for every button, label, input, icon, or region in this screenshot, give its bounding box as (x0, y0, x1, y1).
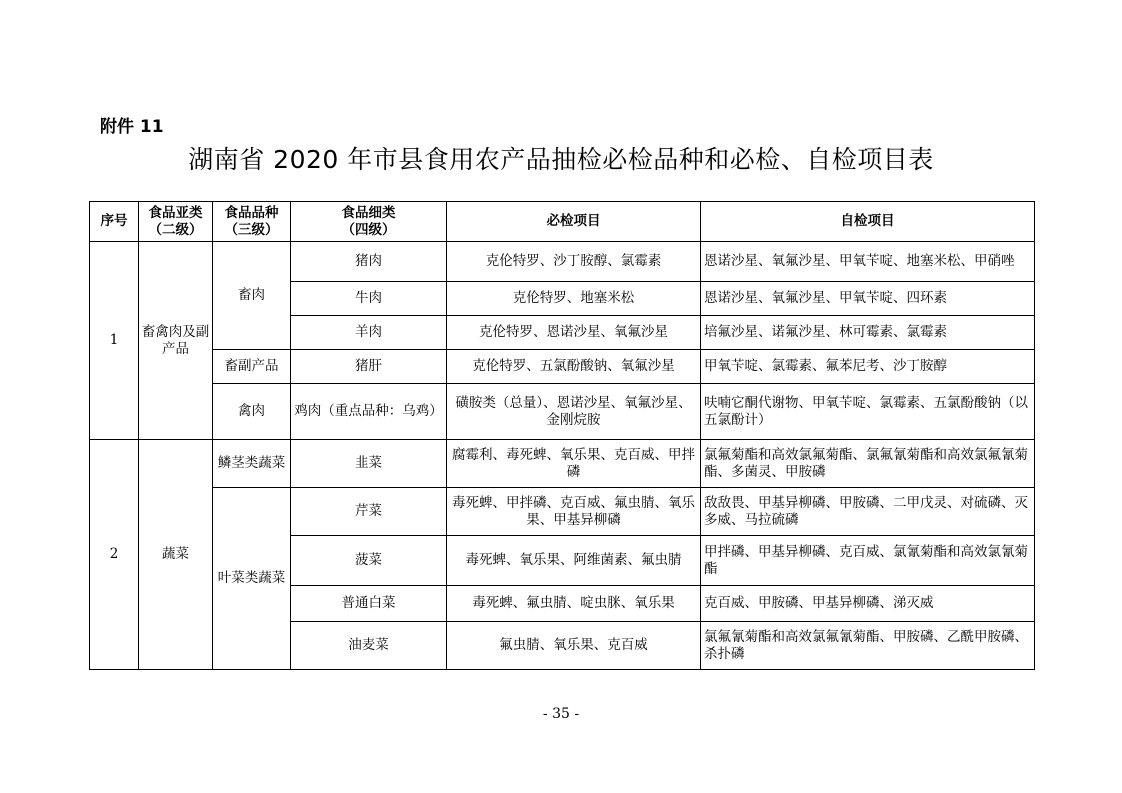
required-cell: 克伦特罗、地塞米松 (447, 282, 701, 316)
required-cell: 毒死蜱、甲拌磷、克百威、氟虫腈、氧乐果、甲基异柳磷 (447, 488, 701, 536)
header-subcategory (139, 202, 213, 242)
required-cell: 克伦特罗、恩诺沙星、氧氟沙星 (447, 316, 701, 350)
header-variety-line1: 食品品种 (224, 204, 279, 221)
fine-cell: 鸡肉（重点品种：乌鸡） (291, 384, 447, 440)
header-fine (291, 202, 447, 242)
variety-cell: 畜副产品 (213, 350, 291, 384)
fine-cell: 菠菜 (291, 536, 447, 586)
self-cell: 甲拌磷、甲基异柳磷、克百威、氯氰菊酯和高效氯氰菊酯 (701, 536, 1035, 586)
fine-cell: 羊肉 (291, 316, 447, 350)
header-subcategory-line1: 食品亚类 (148, 204, 203, 221)
variety-cell: 鳞茎类蔬菜 (213, 440, 291, 488)
fine-cell: 芹菜 (291, 488, 447, 536)
fine-cell: 猪肝 (291, 350, 447, 384)
header-subcategory-line2: （二级） (148, 221, 203, 238)
header-self: 自检项目 (701, 202, 1035, 242)
required-cell: 毒死蜱、氧乐果、阿维菌素、氟虫腈 (447, 536, 701, 586)
variety-cell: 畜肉 (213, 242, 291, 350)
self-cell: 呋喃它酮代谢物、甲氧苄啶、氯霉素、五氯酚酸钠（以五氯酚计） (701, 384, 1035, 440)
inspection-table (89, 201, 1035, 670)
header-row (90, 202, 1035, 242)
header-fine-line1: 食品细类 (341, 204, 396, 221)
page-title: 湖南省 2020 年市县食用农产品抽检必检品种和必检、自检项目表 (188, 145, 934, 174)
table-row (90, 242, 1035, 282)
header-fine-line2: （四级） (341, 221, 396, 238)
table-row (90, 488, 1035, 536)
self-cell: 培氟沙星、诺氟沙星、林可霉素、氯霉素 (701, 316, 1035, 350)
self-cell: 敌敌畏、甲基异柳磷、甲胺磷、二甲戊灵、对硫磷、灭多威、马拉硫磷 (701, 488, 1035, 536)
required-cell: 氟虫腈、氧乐果、克百威 (447, 622, 701, 670)
self-cell: 氯氟氰菊酯和高效氯氟氰菊酯、甲胺磷、乙酰甲胺磷、杀扑磷 (701, 622, 1035, 670)
fine-cell: 油麦菜 (291, 622, 447, 670)
fine-cell: 猪肉 (291, 242, 447, 282)
self-cell: 克百威、甲胺磷、甲基异柳磷、涕灭威 (701, 586, 1035, 622)
header-variety (213, 202, 291, 242)
self-cell: 甲氧苄啶、氯霉素、氟苯尼考、沙丁胺醇 (701, 350, 1035, 384)
variety-cell: 叶菜类蔬菜 (213, 488, 291, 670)
fine-cell: 韭菜 (291, 440, 447, 488)
table-row (90, 440, 1035, 488)
variety-cell: 禽肉 (213, 384, 291, 440)
page-number: - 35 - (542, 706, 580, 722)
required-cell: 磺胺类（总量）、恩诺沙星、氧氟沙星、金刚烷胺 (447, 384, 701, 440)
required-cell: 克伦特罗、五氯酚酸钠、氧氟沙星 (447, 350, 701, 384)
header-index: 序号 (90, 202, 139, 242)
header-required: 必检项目 (447, 202, 701, 242)
fine-cell: 牛肉 (291, 282, 447, 316)
header-variety-line2: （三级） (224, 221, 279, 238)
group-index: 1 (90, 242, 139, 440)
attachment-label: 附件 11 (100, 117, 164, 137)
fine-cell: 普通白菜 (291, 586, 447, 622)
required-cell: 毒死蜱、氟虫腈、啶虫脒、氧乐果 (447, 586, 701, 622)
self-cell: 氯氟菊酯和高效氯氟菊酯、氯氟氰菊酯和高效氯氟氰菊酯、多菌灵、甲胺磷 (701, 440, 1035, 488)
table-row (90, 350, 1035, 384)
group-subcategory: 畜禽肉及副产品 (139, 242, 213, 440)
self-cell: 恩诺沙星、氧氟沙星、甲氧苄啶、地塞米松、甲硝唑 (701, 242, 1035, 282)
table-row (90, 384, 1035, 440)
group-index: 2 (90, 440, 139, 670)
required-cell: 腐霉利、毒死蜱、氧乐果、克百威、甲拌磷 (447, 440, 701, 488)
self-cell: 恩诺沙星、氧氟沙星、甲氧苄啶、四环素 (701, 282, 1035, 316)
required-cell: 克伦特罗、沙丁胺醇、氯霉素 (447, 242, 701, 282)
group-subcategory: 蔬菜 (139, 440, 213, 670)
